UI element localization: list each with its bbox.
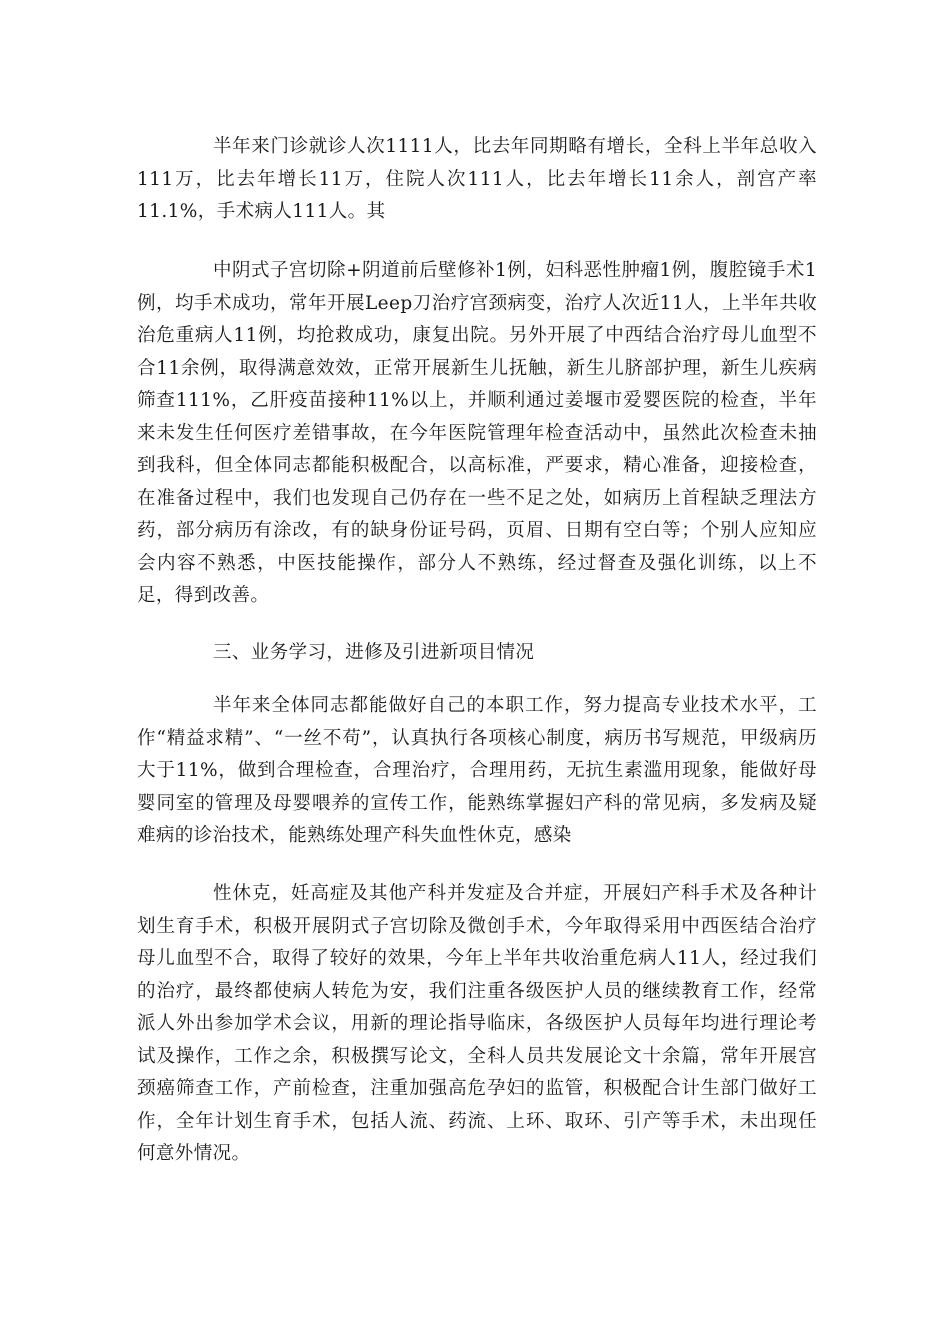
paragraph-clinical-outcomes: 性休克，妊高症及其他产科并发症及合并症，开展妇产科手术及各种计划生育手术，积极开展阴式子宫切除及微创手术，今年取得采用中西医结合治疗母儿血型不合，取得了较好的效果，今年上半年共收治重危病人11人，经过我们的治疗，最终都使病人转危为安，我们注重各级医护人员的继续教育工作，经常派人外出参加学术会议，用新的理论指导临床，各级医护人员每年均进行理论考试及操作，工作之余，积极撰写论文，全科人员共发展论文十余篇，常年开展宫颈癌筛查工作，产前检查，注重加强高危孕妇的监管，积极配合计生部门做好工作，全年计划生育手术，包括人流、药流、上环、取环、引产等手术，未出现任何意外情况。 [137,883,817,1164]
paragraph-surgery-and-care: 中阴式子宫切除+阴道前后壁修补1例，妇科恶性肿瘤1例，腹腔镜手术1例，均手术成功，常年开展Leep刀治疗宫颈病变，治疗人次近11人，上半年共收治危重病人11例，均抢救成功，康复出院。另外开展了中西结合治疗母儿血型不合11余例，取得满意效效，正常开展新生儿抚触，新生儿脐部护理，新生儿疾病筛查111%，乙肝疫苗接种11%以上，并顺利通过姜堰市爱婴医院的检查，半年来未发生任何医疗差错事故，在今年医院管理年检查活动中，虽然此次检查未抽到我科，但全体同志都能积极配合，以高标准，严要求，精心准备，迎接检查，在准备过程中，我们也发现自己仍存在一些不足之处，如病历上首程缺乏理法方药，部分病历有涂改，有的缺身份证号码，页眉、日期有空白等；个别人应知应会内容不熟悉，中医技能操作，部分人不熟练，经过督查及强化训练，以上不足，得到改善。 [137,260,817,606]
section-heading-study-and-projects: 三、业务学习，进修及引进新项目情况 [213,642,535,663]
paragraph-outpatient-summary: 半年来门诊就诊人次1111人，比去年同期略有增长，全科上半年总收入111万，比去年增长11万，住院人次111人，比去年增长11余人，剖宫产率11.1%，手术病人111人。其 [137,136,817,222]
paragraph-professional-work: 半年来全体同志都能做好自己的本职工作，努力提高专业技术水平，工作“精益求精”、“一丝不苟”，认真执行各项核心制度，病历书写规范，甲级病历大于11%，做到合理检查，合理治疗，合理用药，无抗生素滥用现象，能做好母婴同室的管理及母婴喂养的宣传工作，能熟练掌握妇产科的常见病，多发病及疑难病的诊治技术，能熟练处理产科失血性休克，感染 [137,695,817,846]
